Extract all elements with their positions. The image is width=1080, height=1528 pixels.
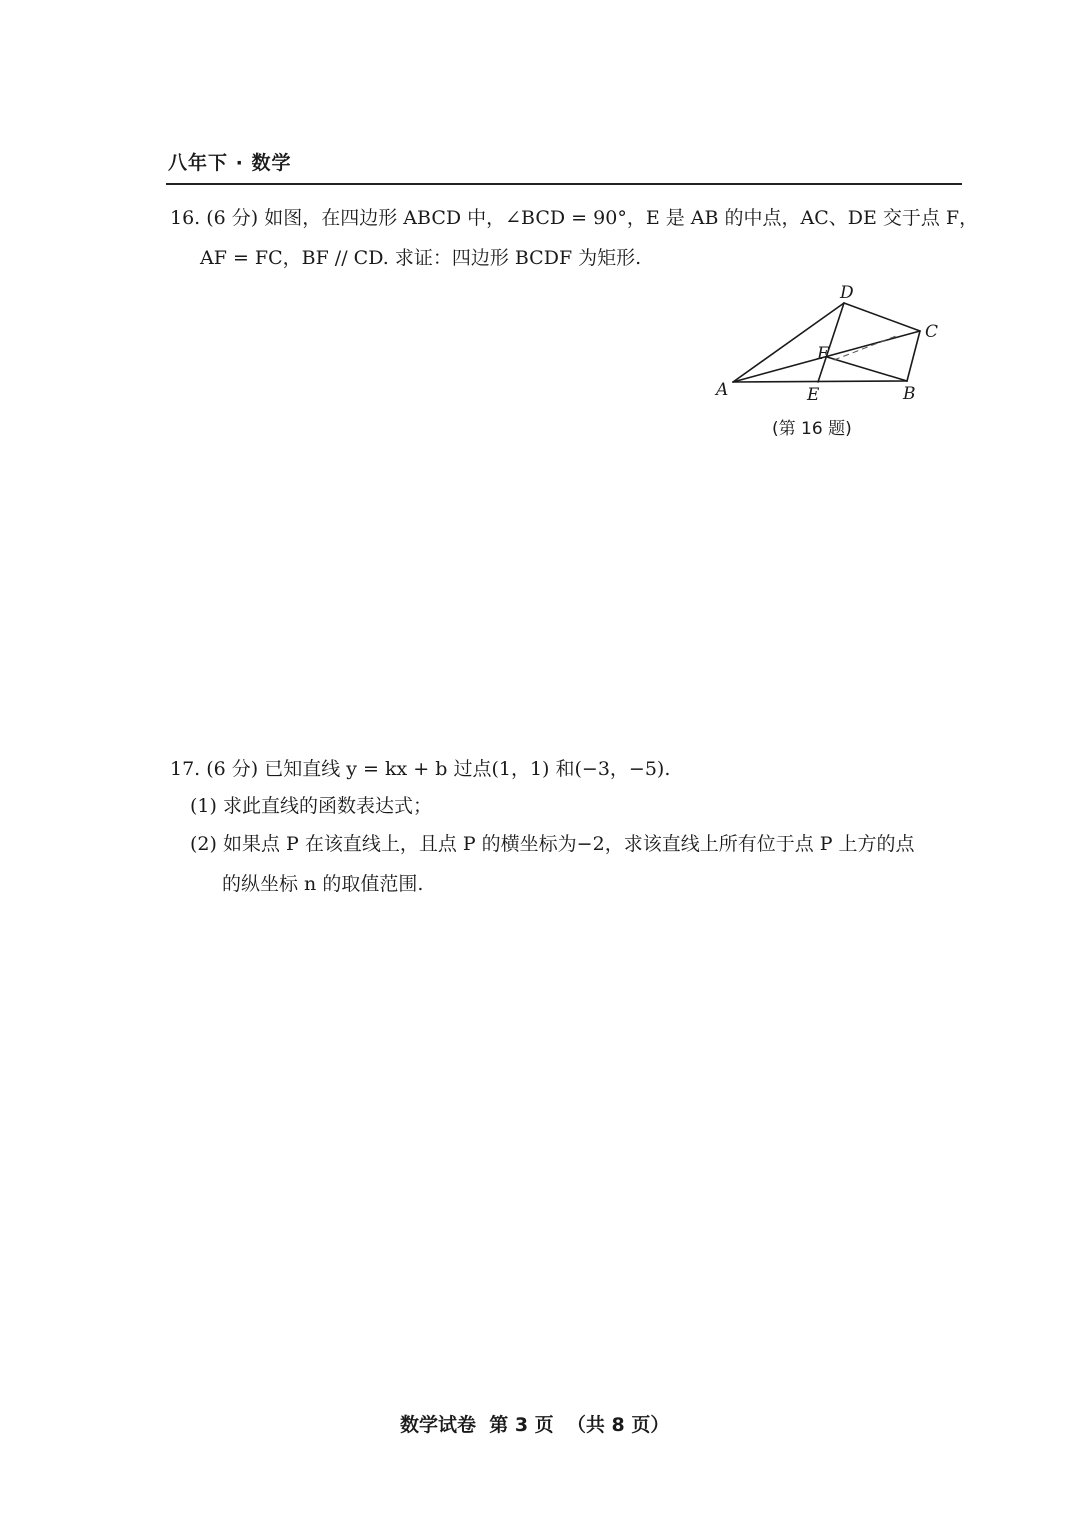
question-17-part-1: (1) 求此直线的函数表达式； bbox=[190, 795, 432, 817]
page-footer: 数学试卷 第 3 页 （共 8 页） bbox=[400, 1414, 670, 1436]
header-divider bbox=[166, 183, 962, 185]
point-label-b: B bbox=[903, 384, 916, 404]
question-16-line-2: AF = FC，BF // CD. 求证：四边形 BCDF 为矩形. bbox=[200, 247, 642, 269]
segment-ad bbox=[733, 303, 844, 382]
point-label-e: E bbox=[807, 385, 820, 405]
point-label-d: D bbox=[840, 283, 854, 303]
point-label-f: F bbox=[817, 344, 829, 364]
question-16-figure bbox=[706, 278, 956, 408]
segment-cb bbox=[907, 331, 920, 381]
point-label-a: A bbox=[716, 380, 729, 400]
question-17-part-2-line-2: 的纵坐标 n 的取值范围. bbox=[222, 873, 424, 895]
question-17-line-1: 17. (6 分) 已知直线 y = kx + b 过点(1，1) 和(−3，−5). bbox=[170, 758, 671, 780]
point-label-c: C bbox=[925, 322, 939, 342]
question-16-line-1: 16. (6 分) 如图，在四边形 ABCD 中，∠BCD = 90°，E 是 AB 的中点，AC、DE 交于点 F， bbox=[170, 207, 979, 229]
segment-ab bbox=[733, 381, 907, 382]
question-17-part-2-line-1: (2) 如果点 P 在该直线上，且点 P 的横坐标为−2，求该直线上所有位于点 P 上方的点 bbox=[190, 833, 915, 855]
segment-fb bbox=[827, 357, 907, 381]
page-header-title: 八年下 · 数学 bbox=[168, 152, 292, 174]
segment-dc bbox=[844, 303, 920, 331]
figure-16-caption: (第 16 题) bbox=[772, 419, 852, 439]
segment-de bbox=[818, 303, 844, 382]
